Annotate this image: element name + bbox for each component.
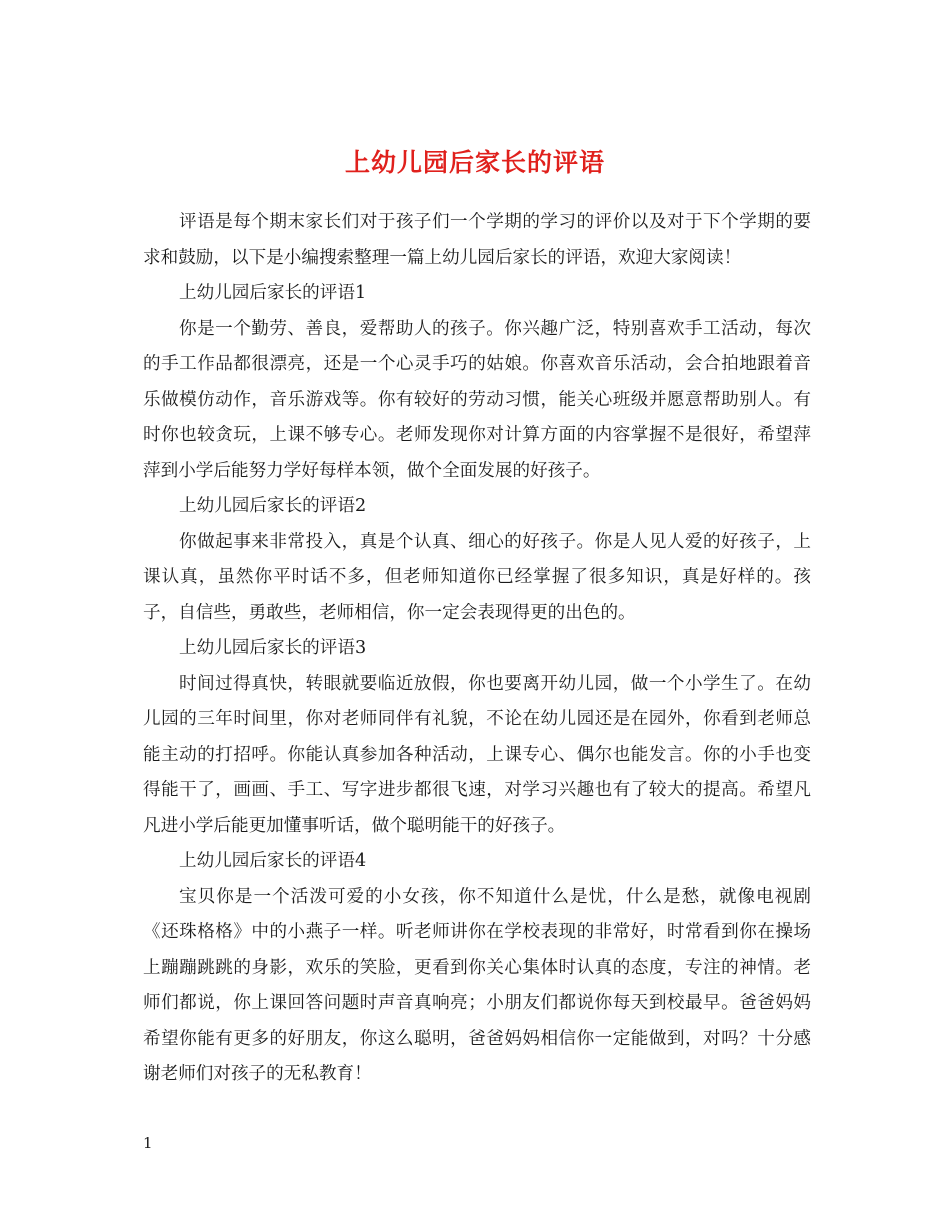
section-text-2: 你做起事来非常投入，真是个认真、细心的好孩子。你是人见人爱的好孩子，上课认真，虽然你平时话不多，但老师知道你已经掌握了很多知识，真是好样的。孩子，自信些，勇敢些，老师相信，你一定会表现得更的出色的。 [143, 531, 811, 623]
document-body [143, 205, 811, 1093]
section-heading-1: 上幼儿园后家长的评语1 [179, 283, 367, 303]
section-heading-2: 上幼儿园后家长的评语2 [179, 496, 367, 516]
page-number: 1 [143, 1134, 153, 1152]
section-text-1: 你是一个勤劳、善良，爱帮助人的孩子。你兴趣广泛，特别喜欢手工活动，每次的手工作品都很漂亮，还是一个心灵手巧的姑娘。你喜欢音乐活动，会合拍地跟着音乐做模仿动作，音乐游戏等。你有较好的劳动习惯，能关心班级并愿意帮助别人。有时你也较贪玩，上课不够专心。老师发现你对计算方面的内容掌握不是很好，希望萍萍到小学后能努力学好每样本领，做个全面发展的好孩子。 [143, 318, 811, 481]
section-heading-3: 上幼儿园后家长的评语3 [179, 638, 367, 658]
document-title: 上幼儿园后家长的评语 [344, 147, 605, 177]
section-text-4: 宝贝你是一个活泼可爱的小女孩，你不知道什么是忧，什么是愁，就像电视剧《还珠格格》中的小燕子一样。听老师讲你在学校表现的非常好，时常看到你在操场上蹦蹦跳跳的身影，欢乐的笑脸，更看到你关心集体时认真的态度，专注的神情。老师们都说，你上课回答问题时声音真响亮；小朋友们都说你每天到校最早。爸爸妈妈希望你能有更多的好朋友，你这么聪明，爸爸妈妈相信你一定能做到，对吗？十分感谢老师们对孩子的无私教育！ [143, 886, 811, 1084]
section-heading-4: 上幼儿园后家长的评语4 [179, 851, 367, 871]
section-text-3: 时间过得真快，转眼就要临近放假，你也要离开幼儿园，做一个小学生了。在幼儿园的三年时间里，你对老师同伴有礼貌，不论在幼儿园还是在园外，你看到老师总能主动的打招呼。你能认真参加各种活动，上课专心、偶尔也能发言。你的小手也变得能干了，画画、手工、写字进步都很飞速，对学习兴趣也有了较大的提高。希望凡凡进小学后能更加懂事听话，做个聪明能干的好孩子。 [143, 673, 811, 836]
intro-paragraph: 评语是每个期末家长们对于孩子们一个学期的学习的评价以及对于下个学期的要求和鼓励，以下是小编搜索整理一篇上幼儿园后家长的评语，欢迎大家阅读！ [143, 212, 811, 268]
